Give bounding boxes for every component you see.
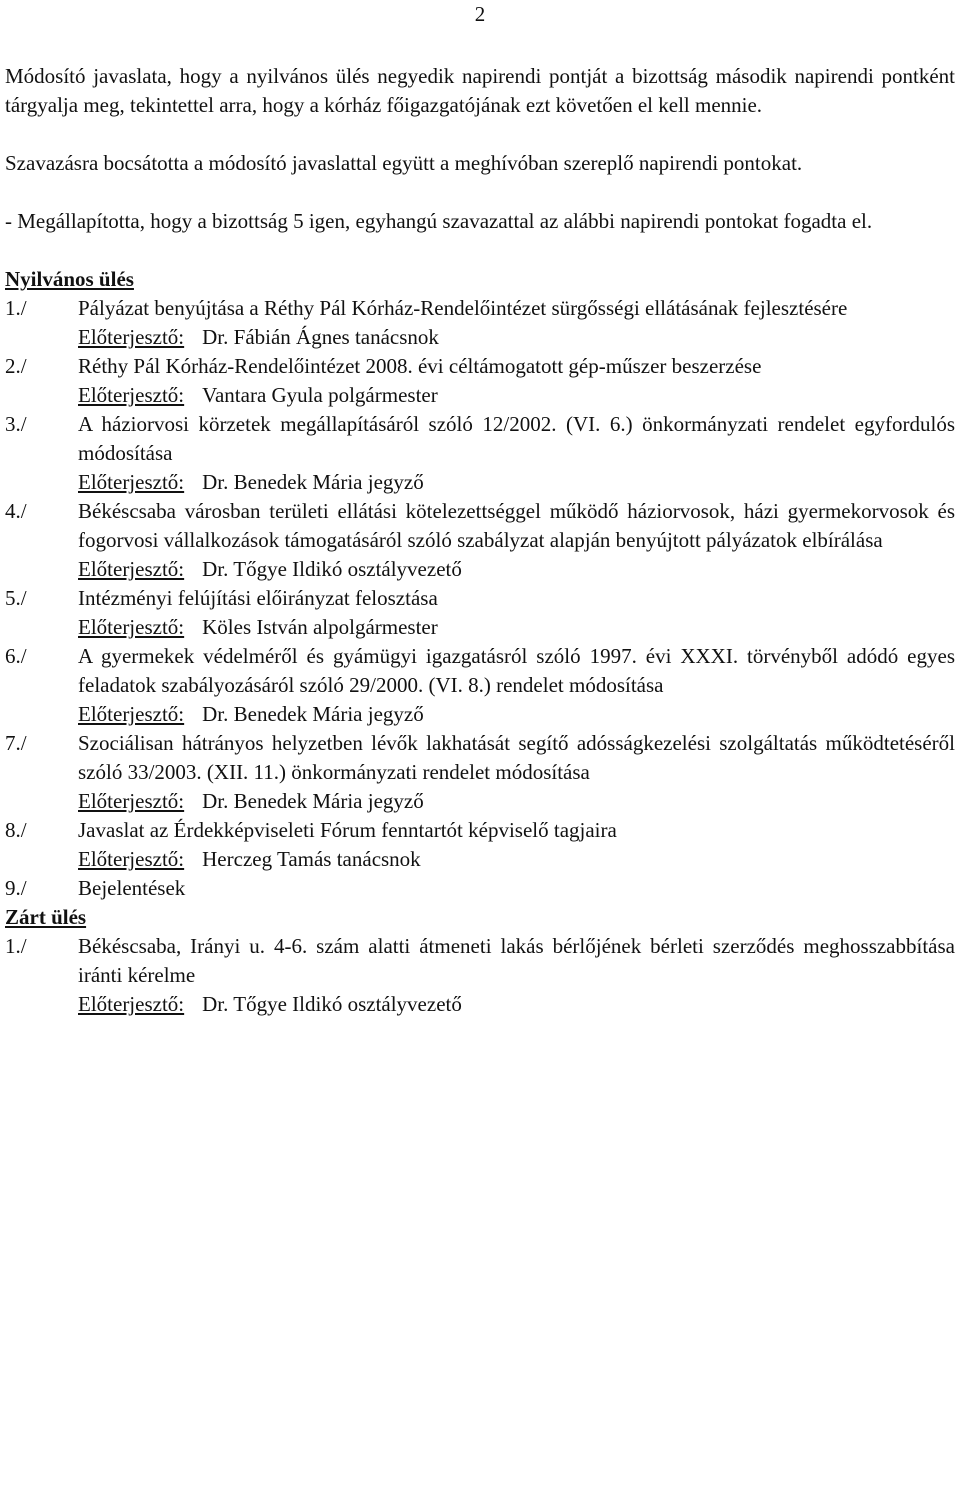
agenda-item bbox=[5, 729, 955, 816]
presenter-label: Előterjesztő: bbox=[78, 702, 185, 726]
presenter-label: Előterjesztő: bbox=[78, 847, 185, 871]
presenter-label: Előterjesztő: bbox=[78, 383, 185, 407]
agenda-item-number: 7./ bbox=[5, 731, 27, 755]
agenda-item bbox=[5, 497, 955, 584]
paragraph-amendment: Módosító javaslata, hogy a nyilvános ülés negyedik napirendi pontját a bizottság második napirendi pontként tárgyalja meg, tekintettel arra, hogy a kórház főigazgatójának ezt követően el kell mennie. bbox=[5, 64, 955, 117]
agenda-item bbox=[5, 642, 955, 729]
agenda-item-number: 5./ bbox=[5, 586, 27, 610]
presenter-label: Előterjesztő: bbox=[78, 789, 185, 813]
agenda-item-number: 9./ bbox=[5, 876, 27, 900]
agenda-item-number: 2./ bbox=[5, 354, 27, 378]
paragraph-vote: Szavazásra bocsátotta a módosító javaslattal együtt a meghívóban szereplő napirendi pontokat. bbox=[5, 151, 803, 175]
presenter-label: Előterjesztő: bbox=[78, 992, 185, 1016]
public-session-heading: Nyilvános ülés bbox=[5, 267, 134, 291]
agenda-item-presenter bbox=[78, 845, 955, 874]
agenda-item-title: A háziorvosi körzetek megállapításáról szóló 12/2002. (VI. 6.) önkormányzati rendelet egyfordulós módosítása bbox=[78, 412, 955, 465]
agenda-item bbox=[5, 294, 955, 352]
presenter-name: Vantara Gyula polgármester bbox=[202, 383, 438, 407]
agenda-item-presenter bbox=[78, 700, 955, 729]
agenda-item-presenter bbox=[78, 468, 955, 497]
agenda-item-title: Intézményi felújítási előirányzat felosztása bbox=[78, 586, 438, 610]
agenda-item bbox=[5, 874, 955, 903]
presenter-name: Dr. Tőgye Ildikó osztályvezető bbox=[202, 557, 462, 581]
agenda-item-presenter bbox=[78, 787, 955, 816]
closed-session-heading: Zárt ülés bbox=[5, 905, 87, 929]
presenter-name: Dr. Benedek Mária jegyző bbox=[202, 789, 424, 813]
agenda-item-number: 6./ bbox=[5, 644, 27, 668]
presenter-name: Dr. Benedek Mária jegyző bbox=[202, 470, 424, 494]
page-number: 2 bbox=[474, 2, 486, 26]
agenda-item-presenter bbox=[78, 990, 955, 1019]
agenda-item-title: Békéscsaba, Irányi u. 4-6. szám alatti átmeneti lakás bérlőjének bérleti szerződés meghosszabbítása iránti kérelme bbox=[78, 934, 955, 987]
agenda-item bbox=[5, 816, 955, 874]
agenda-item-title: Pályázat benyújtása a Réthy Pál Kórház-Rendelőintézet sürgősségi ellátásának fejlesztésére bbox=[78, 296, 848, 320]
agenda-item-number: 4./ bbox=[5, 499, 27, 523]
paragraph-decision: - Megállapította, hogy a bizottság 5 igen, egyhangú szavazattal az alábbi napirendi pontokat fogadta el. bbox=[5, 209, 873, 233]
presenter-name: Dr. Tőgye Ildikó osztályvezető bbox=[202, 992, 462, 1016]
agenda-item-title: Szociálisan hátrányos helyzetben lévők lakhatását segítő adósságkezelési szolgáltatás működtetéséről szóló 33/2003. (XII. 11.) önkormányzati rendelet módosítása bbox=[78, 731, 955, 784]
agenda-item-number: 1./ bbox=[5, 934, 27, 958]
agenda-item bbox=[5, 584, 955, 642]
agenda-item-title: Javaslat az Érdekképviseleti Fórum fenntartót képviselő tagjaira bbox=[78, 818, 617, 842]
agenda-item bbox=[5, 410, 955, 497]
agenda-item bbox=[5, 352, 955, 410]
document-body bbox=[5, 62, 955, 1019]
agenda-item-title: Réthy Pál Kórház-Rendelőintézet 2008. évi céltámogatott gép-műszer beszerzése bbox=[78, 354, 762, 378]
presenter-name: Dr. Benedek Mária jegyző bbox=[202, 702, 424, 726]
agenda-item-number: 1./ bbox=[5, 296, 27, 320]
presenter-label: Előterjesztő: bbox=[78, 470, 185, 494]
presenter-name: Herczeg Tamás tanácsnok bbox=[202, 847, 421, 871]
presenter-name: Dr. Fábián Ágnes tanácsnok bbox=[202, 325, 439, 349]
agenda-item-presenter bbox=[78, 323, 955, 352]
agenda-item-presenter bbox=[78, 613, 955, 642]
agenda-item-title: Békéscsaba városban területi ellátási kötelezettséggel működő háziorvosok, házi gyermekorvosok és fogorvosi vállalkozások támogatásáról szóló szabályzat alapján benyújtott pályázatok elbírálása bbox=[78, 499, 955, 552]
presenter-label: Előterjesztő: bbox=[78, 615, 185, 639]
presenter-name: Köles István alpolgármester bbox=[202, 615, 438, 639]
presenter-label: Előterjesztő: bbox=[78, 557, 185, 581]
agenda-item bbox=[5, 932, 955, 1019]
agenda-item-title: A gyermekek védelméről és gyámügyi igazgatásról szóló 1997. évi XXXI. törvényből adódó egyes feladatok szabályozásáról szóló 29/2000. (VI. 8.) rendelet módosítása bbox=[78, 644, 955, 697]
agenda-item-presenter bbox=[78, 381, 955, 410]
agenda-item-title: Bejelentések bbox=[78, 876, 186, 900]
agenda-item-number: 3./ bbox=[5, 412, 27, 436]
agenda-item-number: 8./ bbox=[5, 818, 27, 842]
presenter-label: Előterjesztő: bbox=[78, 325, 185, 349]
agenda-item-presenter bbox=[78, 555, 955, 584]
